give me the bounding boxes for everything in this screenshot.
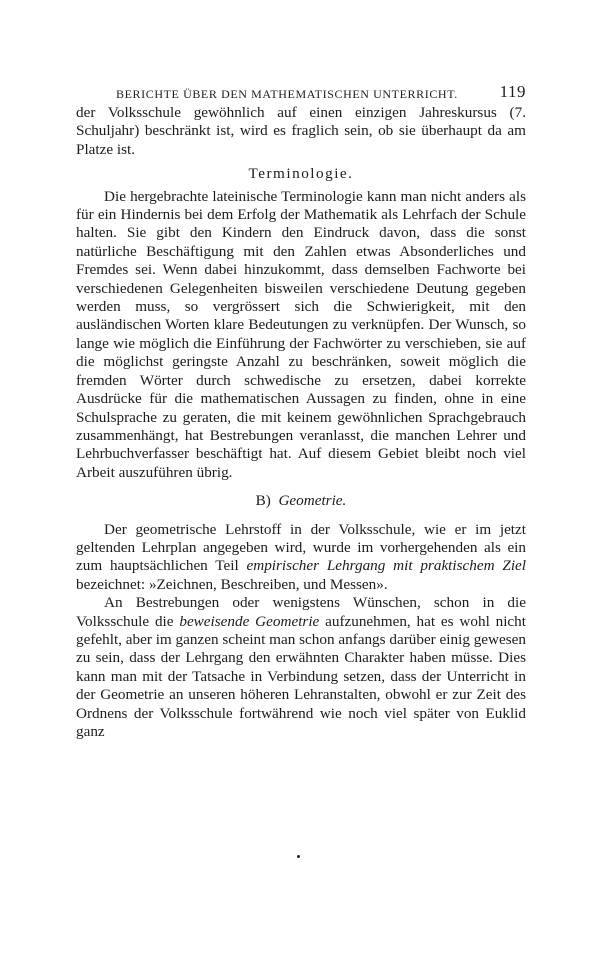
section-title: Geometrie. bbox=[278, 492, 347, 510]
print-mark bbox=[297, 855, 300, 858]
page-number: 119 bbox=[499, 82, 526, 101]
geometry-paragraph-2 bbox=[76, 594, 526, 741]
section-heading-geometry bbox=[76, 492, 526, 510]
geometry-p2-text-b: aufzunehmen, hat es wohl nicht gefehlt, aber im ganzen scheint man schon anfangs darüber einig gewesen zu sein, dass der Lehrgang den erwähnten Charakter haben müsse. Dies kann man mit der Tatsache in Verbindung setzen, dass der Unterricht in der Geometrie an unseren höheren Lehranstalten, obwohl er zur Zeit des Ordnens der Volksschule fortwährend wie noch viel später von Euklid ganz bbox=[76, 612, 526, 740]
section-heading-terminology: Terminologie. bbox=[248, 165, 354, 183]
geometry-p1-text-a: Der geometrische Lehrstoff in der Volksschule, wie er im jetzt geltenden Lehrplan angegeben wird, wurde im vorhergehenden als ein zum hauptsächlichen Teil bbox=[76, 520, 526, 575]
geometry-p2-text-a: An Bestrebungen oder wenigstens Wünschen, schon in die Volksschule die bbox=[76, 594, 526, 630]
geometry-p2-emphasis: beweisende Geometrie bbox=[179, 612, 320, 630]
geometry-p1-emphasis: empirischer Lehrgang mit praktischem Ziel bbox=[246, 557, 526, 575]
book-page bbox=[76, 82, 526, 741]
running-head-title: BERICHTE ÜBER DEN MATHEMATISCHEN UNTERRICHT. bbox=[116, 87, 458, 101]
section-label: B) bbox=[255, 492, 271, 510]
terminology-paragraph: Die hergebrachte lateinische Terminologie kann man nicht anders als für ein Hindernis bei dem Erfolg der Mathematik als Lehrfach der Schule halten. Sie gibt den Kindern den Eindruck davon, dass die sonst natürliche Beschäftigung mit den Zahlen etwas Absonderliches und Fremdes sei. Wenn dabei hinzukommt, dass demselben Fachworte bei verschiedenen Gelegenheiten bisweilen verschiedene Deutung gegeben werden muss, so vergrössert sich die Schwierigkeit, mit den ausländischen Worten klare Bedeutungen zu verknüpfen. Der Wunsch, so lange wie möglich die Einführung der Fachwörter zu verschieben, sie auf die möglichst geringste Anzahl zu beschränken, soweit möglich die fremden Wörter durch schwedische zu ersetzen, dabei korrekte Ausdrücke für die mathematischen Aussagen zu finden, ohne in eine Schulsprache zu geraten, die mit keinem gewöhnlichen Sprachgebrauch zusammenhängt, hat Bestrebungen veranlasst, die manchen Lehrer und Lehrbuchverfasser beschäftigt hat. Auf diesem Gebiet bleibt noch viel Arbeit auszuführen übrig. bbox=[76, 187, 526, 481]
geometry-p1-text-b: bezeichnet: »Zeichnen, Beschreiben, und Messen». bbox=[76, 575, 388, 593]
body-text bbox=[76, 104, 526, 741]
geometry-paragraph-1 bbox=[76, 521, 526, 595]
intro-paragraph: der Volksschule gewöhnlich auf einen einzigen Jahreskursus (7. Schuljahr) beschränkt ist, wird es fraglich sein, ob sie überhaupt da am Platze ist. bbox=[76, 104, 526, 158]
running-head bbox=[76, 82, 526, 104]
